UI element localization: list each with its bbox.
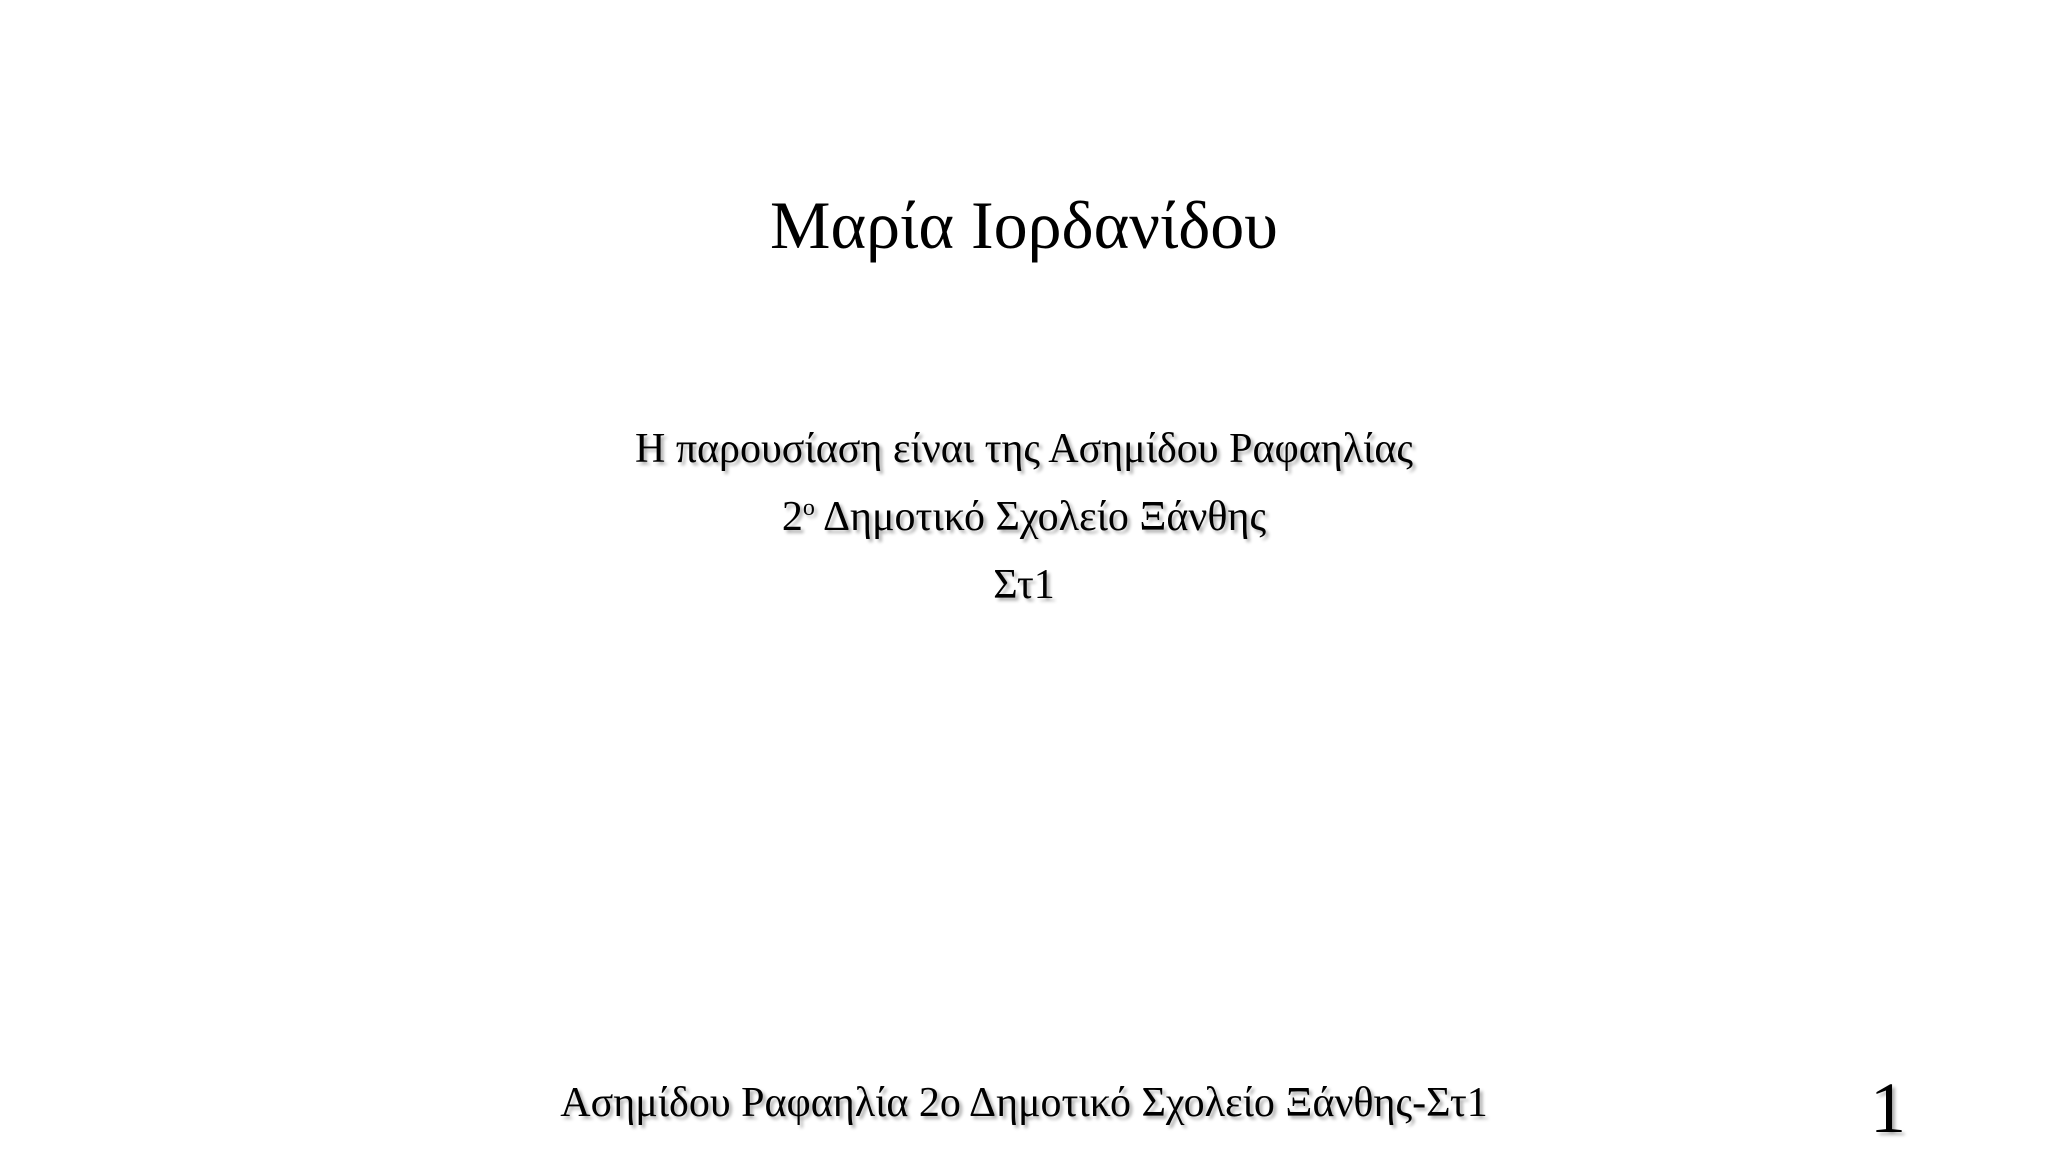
ordinal-superscript: ο	[802, 495, 815, 521]
subtitle-line-author: Η παρουσίαση είναι της Ασημίδου Ραφαηλίας	[635, 426, 1413, 472]
school-name: Δημοτικό Σχολείο Ξάνθης	[814, 494, 1267, 540]
school-number: 2	[781, 494, 803, 540]
subtitle-line-school	[0, 483, 2048, 551]
slide-number: 1	[1870, 1068, 1906, 1148]
slide-title: Μαρία Ιορδανίδου	[770, 187, 1278, 263]
slide-subtitle	[0, 415, 2048, 619]
slide-footer: Ασημίδου Ραφαηλία 2ο Δημοτικό Σχολείο Ξάνθης-Στ1	[560, 1080, 1488, 1126]
subtitle-line-class: Στ1	[993, 562, 1055, 608]
